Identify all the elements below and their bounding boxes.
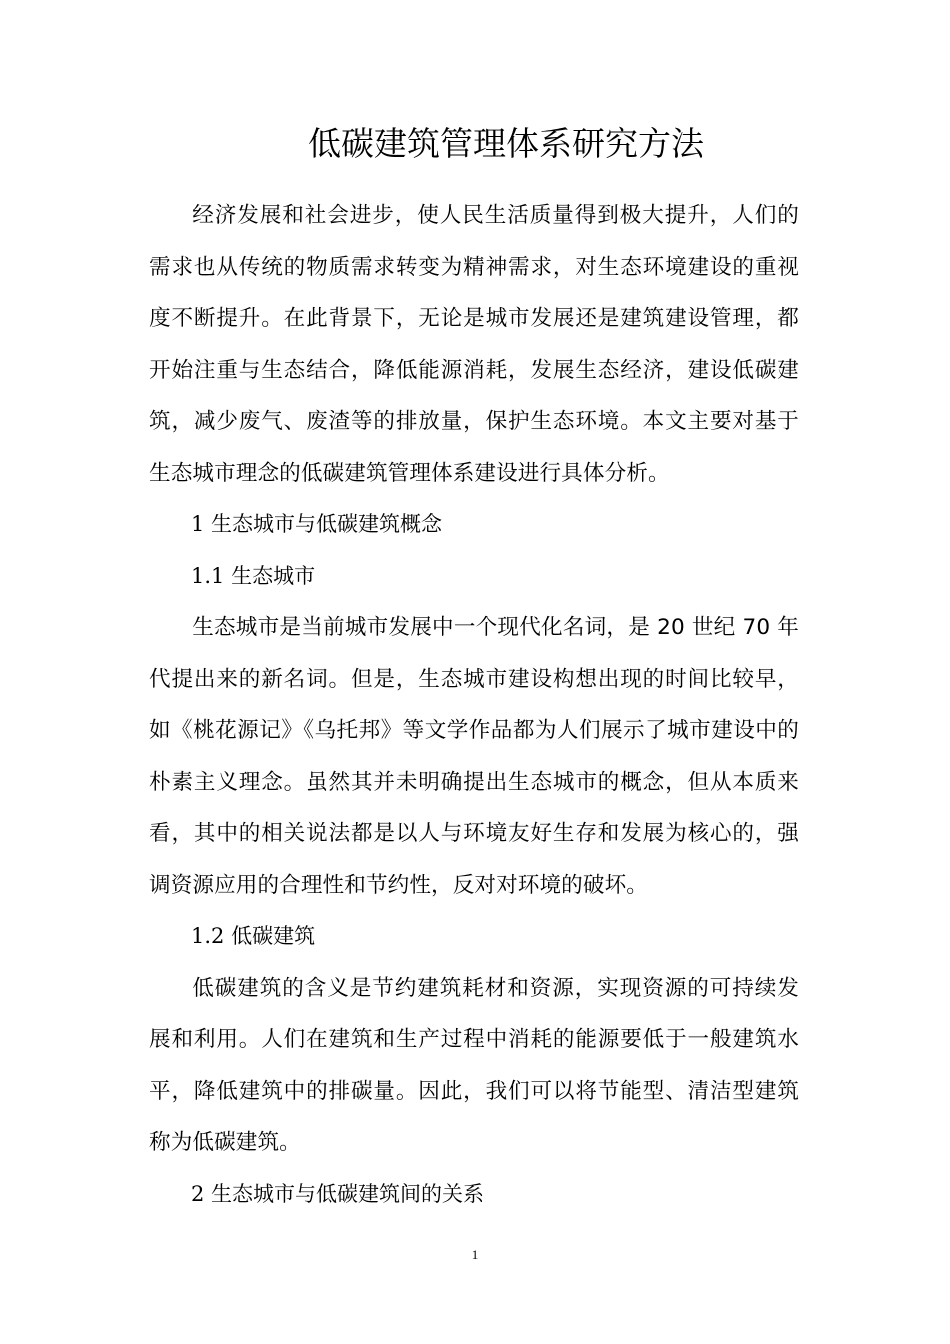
section-heading-2: 2 生态城市与低碳建筑间的关系 xyxy=(191,1181,485,1206)
document-title: 低碳建筑管理体系研究方法 xyxy=(308,124,704,163)
subsection-heading-1-2: 1.2 低碳建筑 xyxy=(191,924,316,948)
paragraph-low-carbon: 低碳建筑的含义是节约建筑耗材和资源，实现资源的可持续发展和利用。人们在建筑和生产过程中消耗的能源要低于一般建筑水平，降低建筑中的排碳量。因此，我们可以将节能型、清洁型建筑称为低碳建筑。 xyxy=(149,975,799,1155)
subsection-heading-1-1: 1.1 生态城市 xyxy=(191,563,316,588)
document-body xyxy=(149,190,799,1220)
section-heading-1: 1 生态城市与低碳建筑概念 xyxy=(191,512,443,536)
paragraph-eco-city: 生态城市是当前城市发展中一个现代化名词，是 20 世纪 70 年代提出来的新名词。但是，生态城市建设构想出现的时间比较早，如《桃花源记》《乌托邦》等文学作品都为人们展示了城市建设中的朴素主义理念。虽然其并未明确提出生态城市的概念，但从本质来看，其中的相关说法都是以人与环境友好生存和发展为核心的，强调资源应用的合理性和节约性，反对对环境的破坏。 xyxy=(149,615,799,898)
page-number: 1 xyxy=(471,1247,479,1262)
paragraph-intro: 经济发展和社会进步，使人民生活质量得到极大提升，人们的需求也从传统的物质需求转变为精神需求，对生态环境建设的重视度不断提升。在此背景下，无论是城市发展还是建筑建设管理，都开始注重与生态结合，降低能源消耗，发展生态经济，建设低碳建筑，减少废气、废渣等的排放量，保护生态环境。本文主要对基于生态城市理念的低碳建筑管理体系建设进行具体分析。 xyxy=(149,203,799,486)
